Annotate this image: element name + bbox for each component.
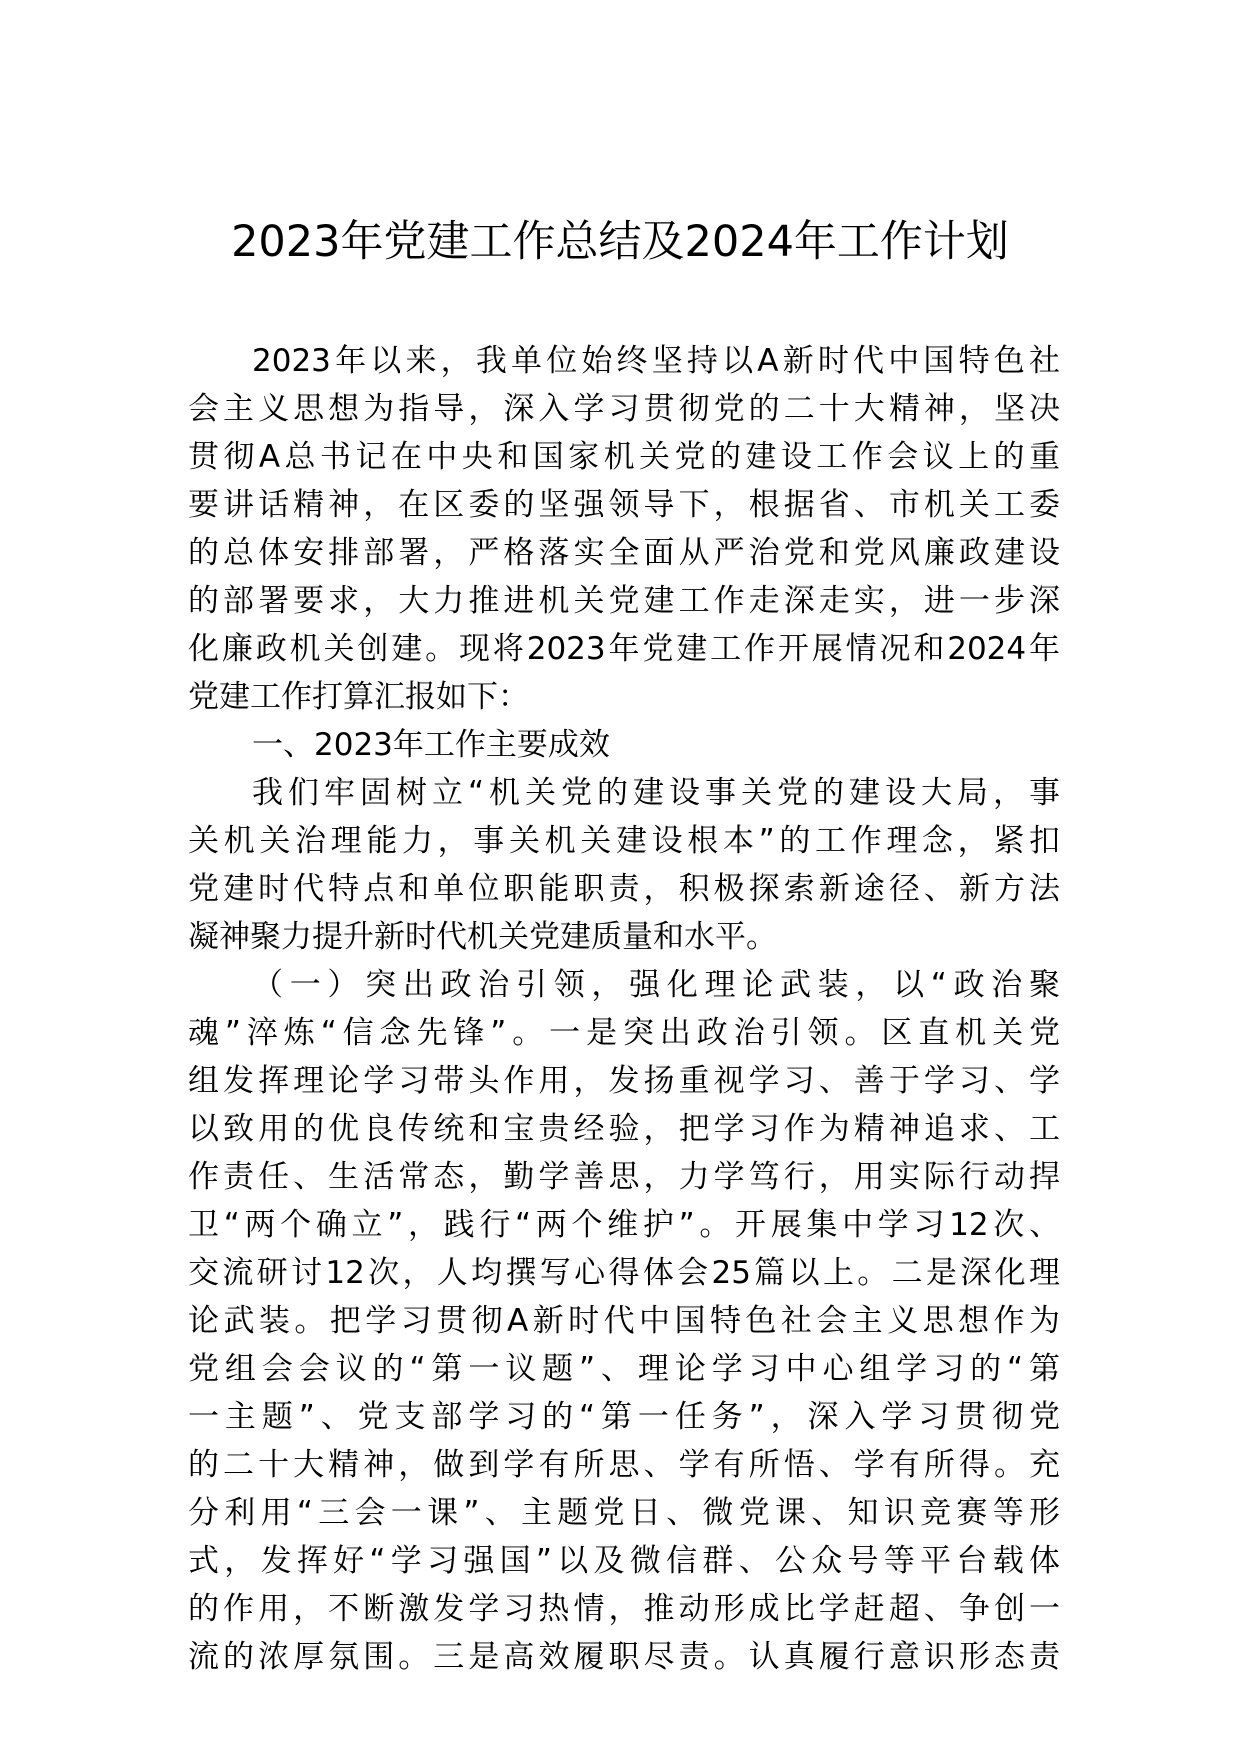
text-line: 一主题”、党支部学习的“第一任务”，深入学习贯彻党 — [188, 1399, 1060, 1435]
text-line: 作责任、生活常态，勤学善思，力学笃行，用实际行动捍 — [188, 1159, 1060, 1195]
paragraph — [188, 337, 1060, 721]
text-line: 党建时代特点和单位职能职责，积极探索新途径、新方法 — [188, 871, 1060, 907]
text-line: 党建工作打算汇报如下： — [188, 679, 529, 715]
text-line: 2023年以来，我单位始终坚持以A新时代中国特色社 — [252, 343, 1060, 379]
text-line: 魂”淬炼“信念先锋”。一是突出政治引领。区直机关党 — [188, 1015, 1060, 1051]
text-line: 关机关治理能力，事关机关建设根本”的工作理念，紧扣 — [188, 823, 1060, 859]
text-line: 的总体安排部署，严格落实全面从严治党和党风廉政建设 — [188, 535, 1060, 571]
text-line: 组发挥理论学习带头作用，发扬重视学习、善于学习、学 — [188, 1063, 1060, 1099]
text-line: 党组会会议的“第一议题”、理论学习中心组学习的“第 — [188, 1351, 1060, 1387]
document-title: 2023年党建工作总结及2024年工作计划 — [231, 217, 1009, 267]
paragraph — [188, 961, 1060, 1681]
document-body — [188, 337, 1060, 1681]
text-line: 的部署要求，大力推进机关党建工作走深走实，进一步深 — [188, 583, 1060, 619]
text-line: 化廉政机关创建。现将2023年党建工作开展情况和2024年 — [188, 631, 1060, 667]
text-line: 贯彻A总书记在中央和国家机关党的建设工作会议上的重 — [188, 439, 1060, 475]
text-line: 式，发挥好“学习强国”以及微信群、公众号等平台载体 — [188, 1543, 1060, 1579]
paragraph — [188, 769, 1060, 961]
text-line: 论武装。把学习贯彻A新时代中国特色社会主义思想作为 — [188, 1303, 1060, 1339]
text-line: 分利用“三会一课”、主题党日、微党课、知识竞赛等形 — [188, 1495, 1060, 1531]
text-line: 凝神聚力提升新时代机关党建质量和水平。 — [188, 919, 777, 955]
text-line: 交流研讨12次，人均撰写心得体会25篇以上。二是深化理 — [188, 1255, 1060, 1291]
text-line: 我们牢固树立“机关党的建设事关党的建设大局，事 — [252, 775, 1060, 811]
text-line: 卫“两个确立”，践行“两个维护”。开展集中学习12次、 — [188, 1207, 1060, 1243]
text-line: 流的浓厚氛围。三是高效履职尽责。认真履行意识形态责 — [188, 1639, 1060, 1675]
text-line: 要讲话精神，在区委的坚强领导下，根据省、市机关工委 — [188, 487, 1060, 523]
text-line: 以致用的优良传统和宝贵经验，把学习作为精神追求、工 — [188, 1111, 1060, 1147]
text-line: 的作用，不断激发学习热情，推动形成比学赶超、争创一 — [188, 1591, 1060, 1627]
text-line: （一）突出政治引领，强化理论武装，以“政治聚 — [252, 967, 1060, 1003]
text-line: 的二十大精神，做到学有所思、学有所悟、学有所得。充 — [188, 1447, 1060, 1483]
text-line: 会主义思想为指导，深入学习贯彻党的二十大精神，坚决 — [188, 391, 1060, 427]
text-line: 一、2023年工作主要成效 — [252, 727, 610, 763]
paragraph — [188, 721, 1060, 769]
